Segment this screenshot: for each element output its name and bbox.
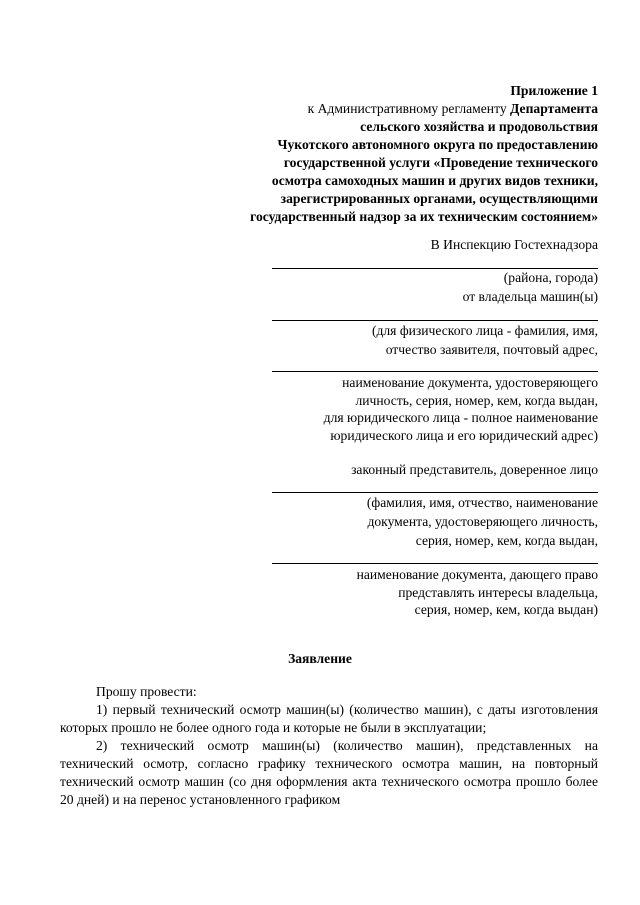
document-title: Заявление — [288, 651, 352, 666]
rep-hint-3: серия, номер, кем, когда выдан, — [415, 533, 598, 548]
owner-blank-line — [272, 320, 598, 321]
doc-hint-3: для юридического лица - полное наименование — [323, 410, 598, 425]
person-hint-1: (для физического лица - фамилия, имя, — [371, 323, 598, 338]
body-item-1: 1) первый технический осмотр машин(ы) (количество машин), с даты изготовления которых прошло не более одного года и которые не были в эксплуатации; — [60, 702, 598, 735]
document-blank-line — [272, 371, 598, 372]
appendix-number: Приложение 1 — [510, 83, 598, 98]
appendix-line-6: осмотра самоходных машин и других видов техники, — [271, 173, 598, 188]
authority-blank-line — [272, 563, 598, 564]
body-item-2: 2) технический осмотр машин(ы) (количество машин), представленных на технический осмотр, согласно графику технического осмотра машин, на повторный технический осмотр машин (со дня оформления акта технического осмотра прошло более 20 дней) и на перенос установленного графиком — [60, 738, 598, 807]
district-hint: (района, города) — [503, 270, 598, 285]
appendix-line-2-bold: Департамента — [510, 101, 598, 116]
right-hint-1: наименование документа, дающего право — [356, 567, 598, 582]
from-owner: от владельца машин(ы) — [462, 289, 598, 304]
doc-hint-4: юридического лица и его юридический адрес) — [330, 428, 598, 443]
doc-hint-1: наименование документа, удостоверяющего — [342, 375, 598, 390]
appendix-header — [98, 82, 598, 226]
doc-hint-2: личность, серия, номер, кем, когда выдан, — [355, 393, 598, 408]
appendix-line-5: государственной услуги «Проведение технического — [283, 155, 598, 170]
appendix-line-8: государственный надзор за их техническим состоянием» — [250, 209, 598, 224]
recipient: В Инспекцию Гостехнадзора — [430, 237, 598, 252]
rep-hint-1: (фамилия, имя, отчество, наименование — [366, 495, 598, 510]
rep-hint-2: документа, удостоверяющего личность, — [367, 514, 598, 529]
right-hint-3: серия, номер, кем, когда выдан) — [414, 602, 598, 617]
appendix-line-2 — [98, 100, 598, 118]
representative-blank-line — [272, 492, 598, 493]
right-hint-2: представлять интересы владельца, — [398, 585, 598, 600]
appendix-line-7: зарегистрированных органами, осуществляющими — [280, 191, 598, 206]
appendix-line-4: Чукотского автономного округа по предоставлению — [277, 137, 598, 152]
appendix-line-2-plain: к Административному регламенту — [307, 101, 511, 116]
body-intro: Прошу провести: — [96, 684, 197, 699]
appendix-line-3: сельского хозяйства и продовольствия — [360, 119, 598, 134]
person-hint-2: отчество заявителя, почтовый адрес, — [385, 342, 598, 357]
document-body — [60, 683, 598, 809]
representative-label: законный представитель, доверенное лицо — [351, 462, 598, 477]
